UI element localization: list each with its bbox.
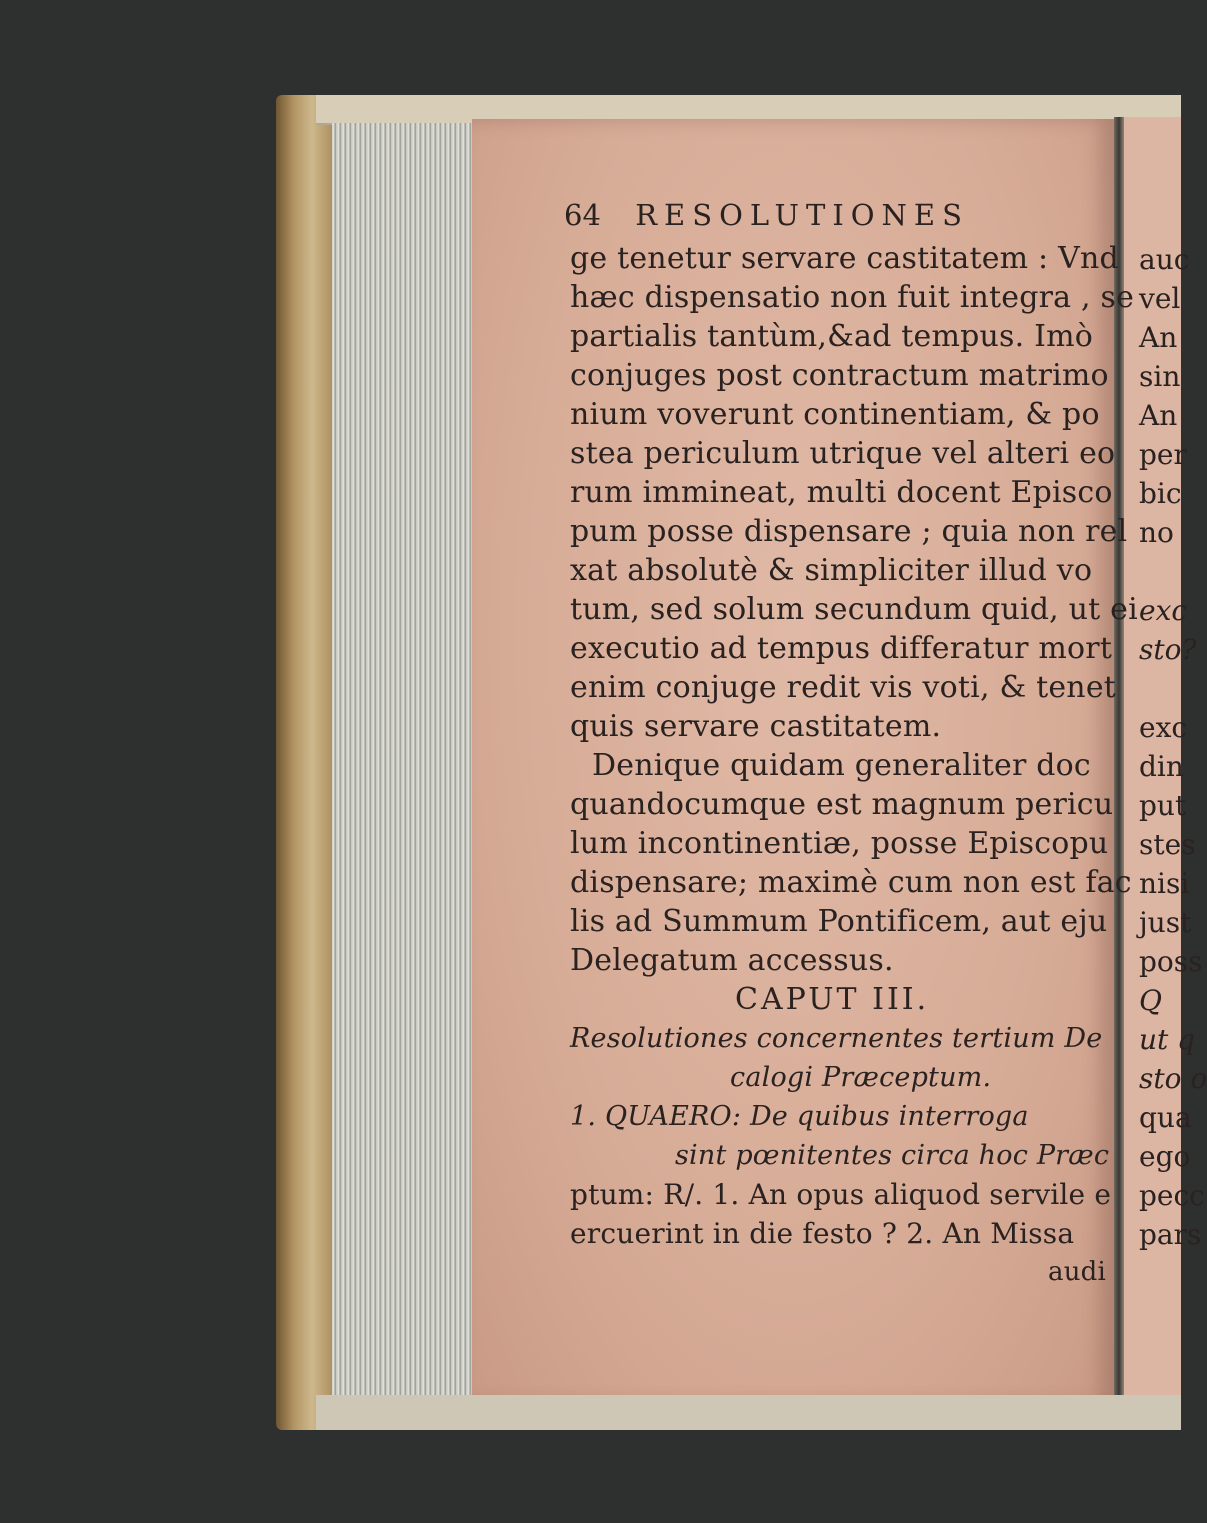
- running-head-title: RESOLUTIONES: [635, 198, 969, 232]
- body-line: lum incontinentiæ, posse Episcopu: [570, 826, 1109, 861]
- body-line: executio ad tempus differatur mort: [570, 631, 1113, 666]
- body-line: tum, sed solum secundum quid, ut ei: [570, 592, 1138, 627]
- body-line: hæc dispensatio non fuit integra , se: [570, 280, 1135, 315]
- body-line: xat absolutè & simpliciter illud vo: [570, 553, 1093, 588]
- body-line: quis servare castitatem.: [570, 709, 942, 744]
- facing-line: put: [1139, 789, 1187, 822]
- facing-line: ut q: [1139, 1023, 1196, 1056]
- facing-line: auc: [1139, 243, 1190, 276]
- facing-line: exc: [1139, 711, 1188, 744]
- body-line: rum immineat, multi docent Episco: [570, 475, 1113, 510]
- question-line: 1. QUAERO: De quibus interroga: [570, 1101, 1029, 1132]
- running-header: [564, 198, 969, 232]
- facing-line: exc: [1139, 594, 1188, 627]
- question-line: sint pœnitentes circa hoc Præc: [675, 1140, 1110, 1171]
- facing-line: sto?: [1139, 633, 1197, 666]
- facing-line: poss: [1139, 945, 1203, 978]
- facing-line: no: [1139, 516, 1174, 549]
- facing-line: pars: [1139, 1218, 1202, 1251]
- body-line: lis ad Summum Pontificem, aut eju: [570, 904, 1108, 939]
- facing-line: Q: [1139, 984, 1162, 1017]
- facing-line: An: [1139, 321, 1178, 354]
- facing-line: stes: [1139, 828, 1196, 861]
- body-line: enim conjuge redit vis voti, & tenet: [570, 670, 1117, 705]
- body-line: Denique quidam generaliter doc: [592, 748, 1091, 783]
- question-line: ptum: R/. 1. An opus aliquod servile e: [570, 1178, 1112, 1211]
- facing-page-fragments: [1139, 240, 1207, 1254]
- facing-line: sto o: [1139, 1062, 1207, 1095]
- body-line: pum posse dispensare ; quia non rel: [570, 514, 1128, 549]
- facing-line: vel: [1139, 282, 1181, 315]
- chapter-heading: CAPUT III.: [735, 982, 930, 1017]
- question-line: ercuerint in die festo ? 2. An Missa: [570, 1217, 1075, 1250]
- facing-line: din: [1139, 750, 1184, 783]
- chapter-subtitle: calogi Præceptum.: [730, 1062, 992, 1093]
- catchword: audi: [1048, 1257, 1107, 1287]
- facing-line: ego: [1139, 1140, 1191, 1173]
- body-line: ge tenetur servare castitatem : Vnd: [570, 241, 1119, 276]
- facing-line: [1139, 669, 1181, 708]
- facing-line: nisi: [1139, 867, 1190, 900]
- body-line: Delegatum accessus.: [570, 943, 894, 978]
- body-line: quandocumque est magnum pericu: [570, 787, 1114, 822]
- facing-line: bic: [1139, 477, 1182, 510]
- facing-line: An: [1139, 399, 1178, 432]
- page-number: 64: [564, 198, 601, 232]
- facing-line: qua: [1139, 1101, 1192, 1134]
- page-fore-edge: [332, 123, 472, 1413]
- page-body: [570, 239, 1138, 1292]
- body-line: nium voverunt continentiam, & po: [570, 397, 1100, 432]
- book-spine: [276, 95, 336, 1430]
- body-line: partialis tantùm,&ad tempus. Imò: [570, 319, 1094, 354]
- body-line: dispensare; maximè cum non est fac: [570, 865, 1132, 900]
- cover-bottom-edge: [316, 1395, 1181, 1430]
- facing-line: just: [1139, 906, 1192, 939]
- body-line: conjuges post contractum matrimo: [570, 358, 1109, 393]
- facing-line: [1139, 552, 1181, 591]
- body-line: stea periculum utrique vel alteri eo: [570, 436, 1116, 471]
- facing-line: per: [1139, 438, 1187, 471]
- chapter-subtitle: Resolutiones concernentes tertium De: [570, 1023, 1103, 1054]
- facing-line: sin: [1139, 360, 1181, 393]
- facing-line: pecc: [1139, 1179, 1205, 1212]
